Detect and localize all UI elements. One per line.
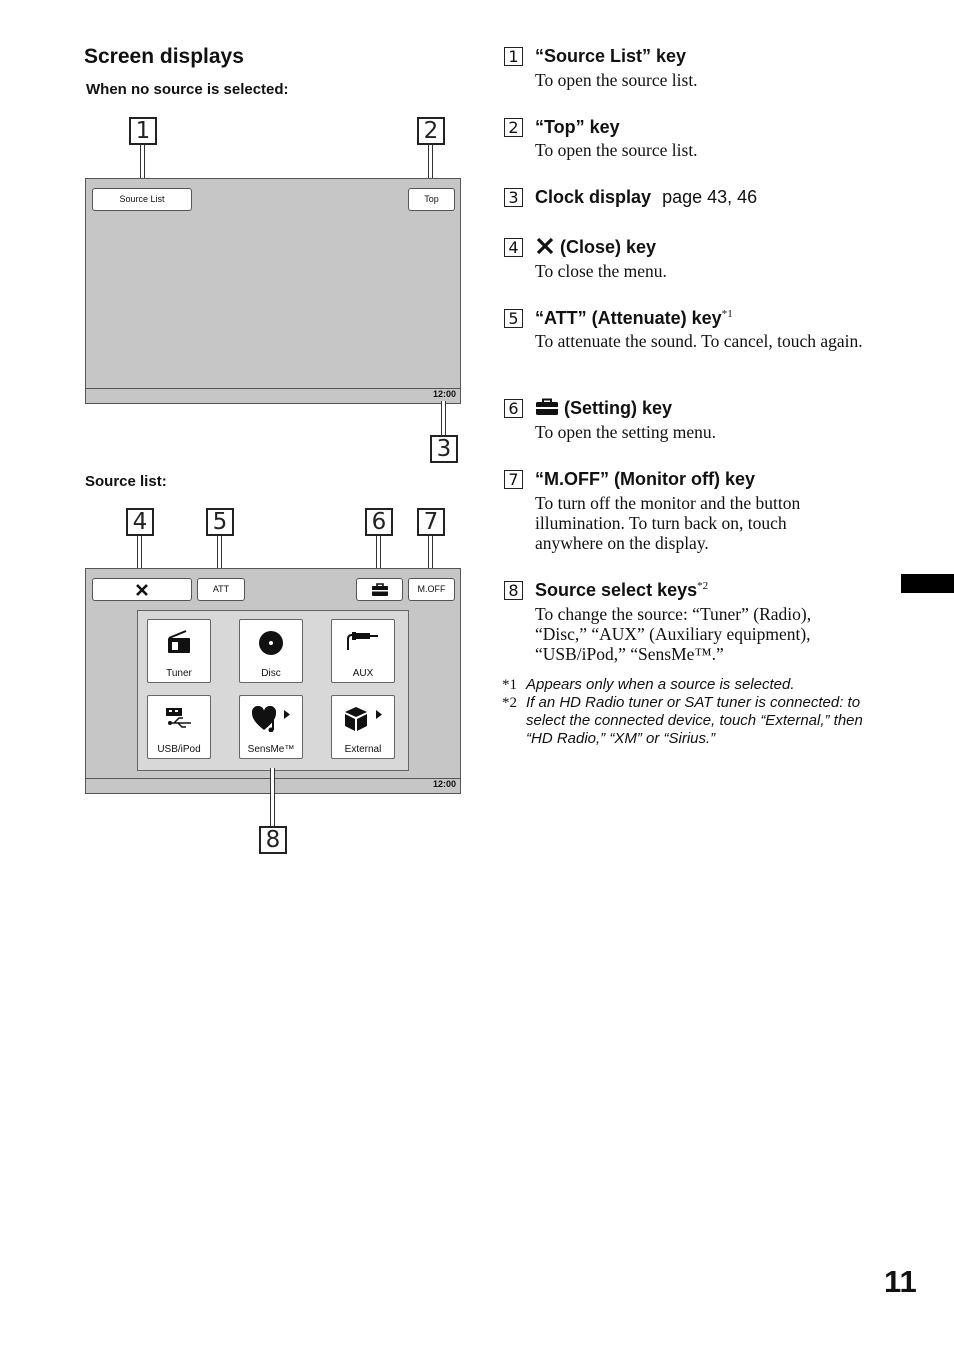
screen-no-source — [85, 178, 461, 404]
tile-label: USB/iPod — [157, 744, 201, 755]
item-number: 6 — [504, 399, 523, 418]
item-number: 1 — [504, 47, 523, 66]
toolbox-icon — [371, 583, 389, 597]
leader-line — [270, 768, 275, 826]
item-description: To change the source: “Tuner” (Radio), “Disc,” “AUX” (Auxiliary equipment), “USB/iPod,” “SensMe™.” — [535, 604, 812, 664]
item-description: To open the source list. — [535, 70, 698, 90]
page-reference: page 43, 46 — [662, 187, 758, 207]
subheading-source-list: Source list: — [85, 473, 167, 490]
monitor-off-button[interactable]: M.OFF — [408, 578, 455, 601]
callout-2: 2 — [417, 117, 445, 145]
subheading-no-source: When no source is selected: — [86, 81, 289, 98]
tile-label: External — [344, 744, 382, 755]
heart-note-icon — [251, 706, 291, 732]
item-title — [535, 187, 757, 208]
item-title-text: (Close) key — [560, 237, 657, 257]
close-icon — [135, 583, 149, 597]
callout-3: 3 — [430, 435, 458, 463]
item-title — [535, 237, 656, 258]
callout-8: 8 — [259, 826, 287, 854]
section-tab-marker — [901, 574, 954, 593]
callout-4: 4 — [126, 508, 154, 536]
tile-label: Disc — [261, 668, 281, 679]
footnote-mark: *2 — [502, 695, 517, 711]
item-number: 4 — [504, 238, 523, 257]
top-button[interactable]: Top — [408, 188, 455, 211]
leader-line — [441, 401, 446, 435]
source-key-sensme[interactable] — [239, 695, 303, 759]
source-keys-panel — [137, 610, 409, 771]
item-title-text: Clock display — [535, 187, 652, 207]
tile-label: Tuner — [166, 668, 192, 679]
item-title-text: (Setting) key — [564, 398, 673, 418]
source-key-usb-ipod[interactable] — [147, 695, 211, 759]
item-title-text: “ATT” (Attenuate) key — [535, 308, 722, 328]
footnote-ref: *2 — [697, 580, 709, 592]
clock-display: 12:00 — [432, 779, 456, 789]
screen-source-list — [85, 568, 461, 794]
footnote-ref: *1 — [721, 308, 733, 320]
section-heading: Screen displays — [84, 45, 244, 68]
cube-icon — [343, 706, 383, 732]
source-key-disc[interactable] — [239, 619, 303, 683]
disc-icon — [258, 630, 284, 656]
item-description: To open the source list. — [535, 140, 698, 160]
item-title: “Source List” key — [535, 46, 687, 66]
usb-icon — [164, 706, 194, 730]
footnote-1 — [502, 676, 892, 694]
att-button[interactable]: ATT — [197, 578, 245, 601]
callout-7: 7 — [417, 508, 445, 536]
item-title — [535, 398, 672, 419]
footnote-2 — [502, 694, 892, 750]
item-description: To close the menu. — [535, 261, 667, 281]
close-button[interactable] — [92, 578, 192, 601]
source-key-external[interactable] — [331, 695, 395, 759]
radio-icon — [166, 630, 192, 654]
item-number: 7 — [504, 470, 523, 489]
item-title — [535, 580, 708, 601]
item-number: 2 — [504, 118, 523, 137]
item-number: 5 — [504, 309, 523, 328]
tile-label: AUX — [352, 668, 374, 679]
toolbox-icon — [535, 398, 559, 416]
callout-1: 1 — [129, 117, 157, 145]
footnote-mark: *1 — [502, 677, 517, 693]
item-number: 3 — [504, 188, 523, 207]
status-bar — [86, 388, 460, 403]
item-title — [535, 308, 733, 329]
tile-label: SensMe™ — [247, 744, 295, 755]
item-title: “M.OFF” (Monitor off) key — [535, 469, 755, 489]
footnote-text: Appears only when a source is selected. — [526, 676, 795, 693]
source-key-aux[interactable] — [331, 619, 395, 683]
aux-plug-icon — [345, 630, 381, 652]
source-key-tuner[interactable] — [147, 619, 211, 683]
page-number: 11 — [884, 1264, 917, 1299]
close-icon — [535, 237, 555, 255]
clock-display: 12:00 — [432, 389, 456, 399]
source-list-button[interactable]: Source List — [92, 188, 192, 211]
item-title: “Top” key — [535, 117, 620, 137]
item-title-text: Source select keys — [535, 580, 698, 600]
item-number: 8 — [504, 581, 523, 600]
footnote-text: If an HD Radio tuner or SAT tuner is connected: to select the connected device, touch “External,” then “HD Radio,” “XM” or “Sirius.” — [526, 694, 863, 747]
callout-5: 5 — [206, 508, 234, 536]
item-description: To attenuate the sound. To cancel, touch again. — [535, 331, 863, 351]
setting-button[interactable] — [356, 578, 403, 601]
callout-6: 6 — [365, 508, 393, 536]
item-description: To open the setting menu. — [535, 422, 717, 442]
item-description: To turn off the monitor and the button illumination. To turn back on, touch anywhere on the display. — [535, 493, 801, 553]
